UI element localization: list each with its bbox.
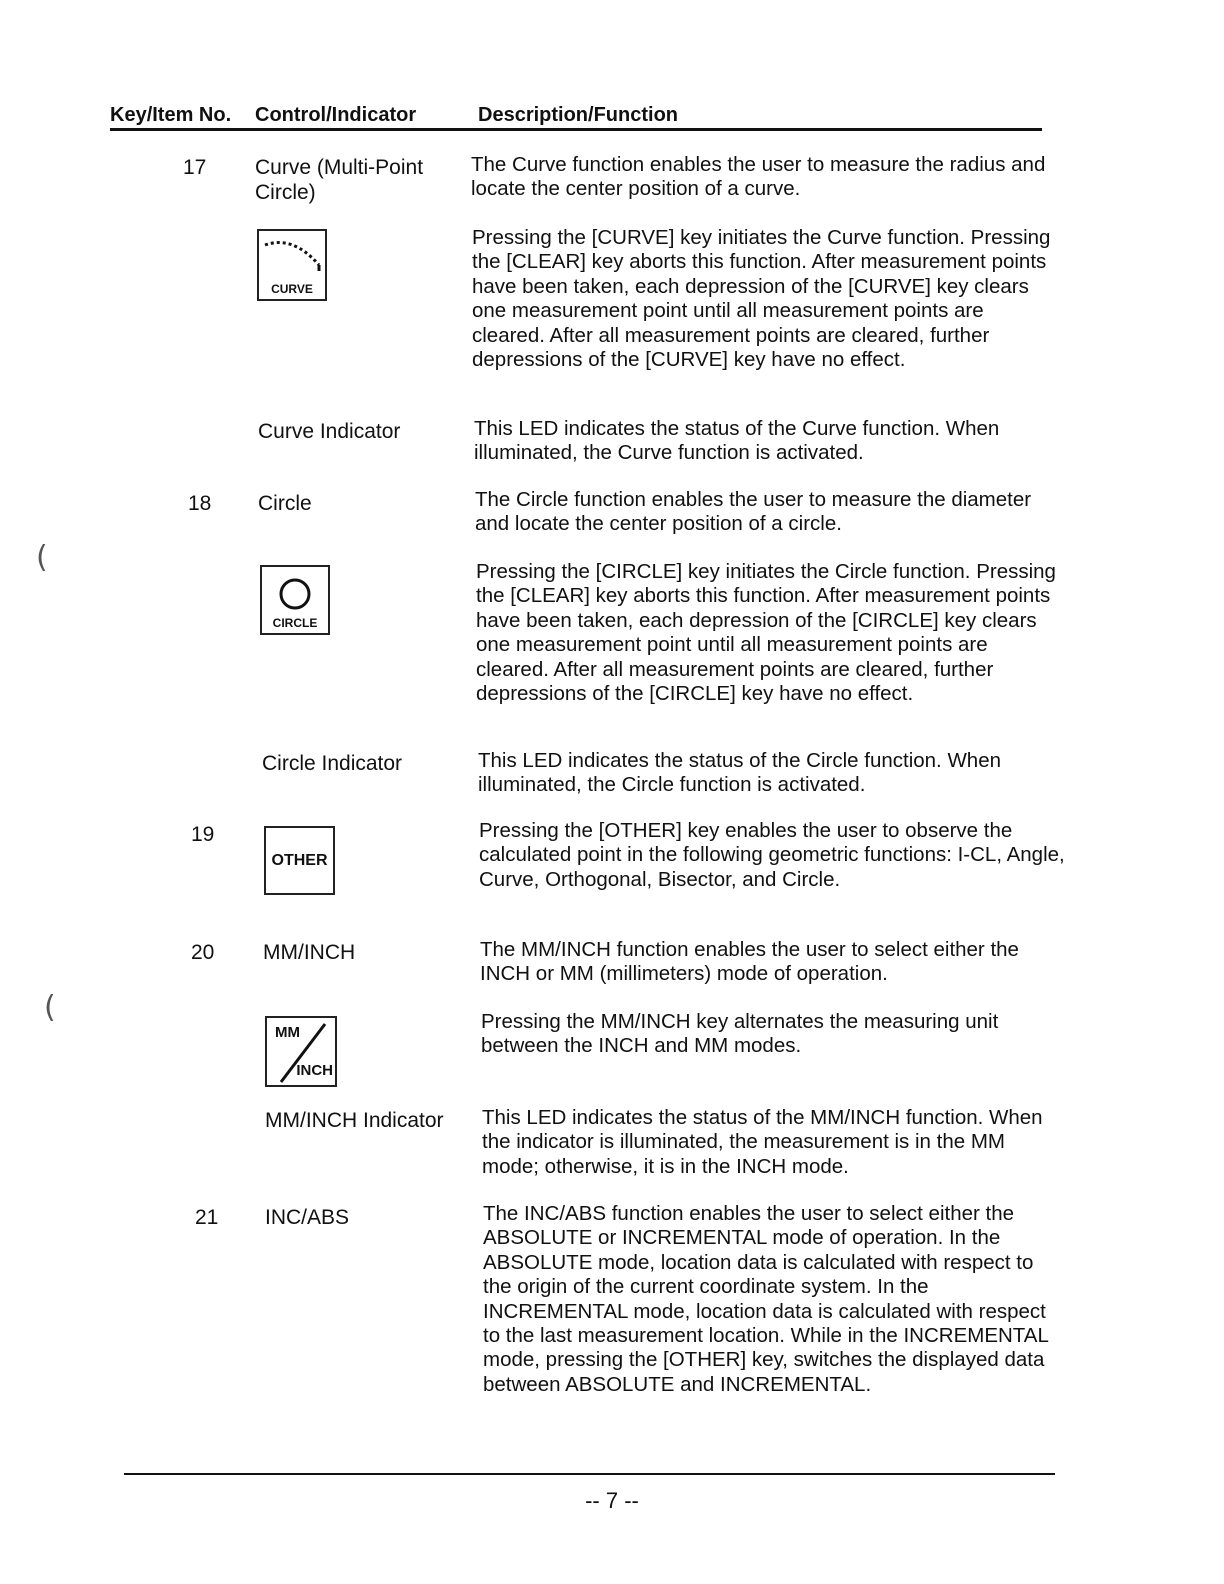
item-17-key-description: Pressing the [CURVE] key initiates the Curve function. Pressing the [CLEAR] key aborts this function. After measurement points have been taken, each depression of the [CURVE] key clears one measurement point until all measurement points are cleared. After all measurement points are cleared, further depressions of the [CURVE] key have no effect. (472, 226, 1051, 372)
item-18-description: The Circle function enables the user to measure the diameter and locate the center position of a circle. (475, 488, 1032, 536)
binder-hole-mark-upper: ( (36, 540, 48, 575)
header-control-indicator: Control/Indicator (255, 104, 417, 126)
circle-key-label: CIRCLE (272, 616, 318, 630)
item-18-control: Circle (258, 492, 312, 515)
circle-indicator-label: Circle Indicator (262, 752, 403, 775)
item-21-number: 21 (195, 1206, 219, 1229)
item-20-key-description: Pressing the MM/INCH key alternates the measuring unit between the INCH and MM modes. (481, 1010, 999, 1058)
circle-icon (262, 567, 328, 613)
item-17-number: 17 (183, 156, 207, 179)
curve-arc-icon (259, 231, 325, 279)
curve-indicator-description: This LED indicates the status of the Curve function. When illuminated, the Curve function is activated. (474, 417, 1000, 465)
item-20-control: MM/INCH (263, 941, 356, 964)
item-20-description: The MM/INCH function enables the user to select either the INCH or MM (millimeters) mode of operation. (480, 938, 1019, 986)
binder-hole-mark-lower: ( (44, 990, 56, 1025)
mm-inch-indicator-label: MM/INCH Indicator (265, 1109, 444, 1132)
curve-key (257, 229, 327, 301)
item-19-number: 19 (191, 823, 215, 846)
header-key-item-no: Key/Item No. (110, 104, 232, 126)
page-number: -- 7 -- (585, 1488, 639, 1513)
footer-rule (124, 1473, 1055, 1475)
header-description-function: Description/Function (478, 104, 678, 126)
other-key-label: OTHER (271, 852, 328, 869)
mm-inch-indicator-description: This LED indicates the status of the MM/INCH function. When the indicator is illuminated, the measurement is in the MM mode; otherwise, it is in the INCH mode. (482, 1106, 1043, 1178)
item-18-key-description: Pressing the [CIRCLE] key initiates the Circle function. Pressing the [CLEAR] key aborts this function. After measurement points have been taken, each depression of the [CIRCLE] key clears one measurement point until all measurement points are cleared. After all measurement points are cleared, further depressions of the [CIRCLE] key have no effect. (476, 560, 1056, 706)
other-key (264, 826, 335, 895)
header-rule (110, 128, 1042, 131)
circle-indicator-description: This LED indicates the status of the Circle function. When illuminated, the Circle function is activated. (478, 749, 1002, 797)
curve-indicator-label: Curve Indicator (258, 420, 401, 443)
item-19-description: Pressing the [OTHER] key enables the user to observe the calculated point in the following geometric functions: I-CL, Angle, Curve, Orthogonal, Bisector, and Circle. (479, 819, 1065, 891)
curve-key-label: CURVE (271, 282, 313, 296)
item-21-control: INC/ABS (265, 1206, 350, 1229)
item-17-description: The Curve function enables the user to measure the radius and locate the center position of a curve. (471, 153, 1046, 201)
item-17-control: Curve (Multi-Point Circle) (255, 156, 424, 204)
item-20-number: 20 (191, 941, 215, 964)
inch-key-label: INCH (296, 1062, 333, 1079)
item-21-description: The INC/ABS function enables the user to select either the ABSOLUTE or INCREMENTAL mode of operation. In the ABSOLUTE mode, location data is calculated with respect to the origin of the current coordinate system. In the INCREMENTAL mode, location data is calculated with respect to the last measurement location. While in the INCREMENTAL mode, pressing the [OTHER] key, switches the displayed data between ABSOLUTE and INCREMENTAL. (483, 1202, 1049, 1396)
mm-inch-key (265, 1016, 337, 1087)
mm-key-label: MM (275, 1024, 300, 1041)
circle-key (260, 565, 330, 635)
item-18-number: 18 (188, 492, 212, 515)
